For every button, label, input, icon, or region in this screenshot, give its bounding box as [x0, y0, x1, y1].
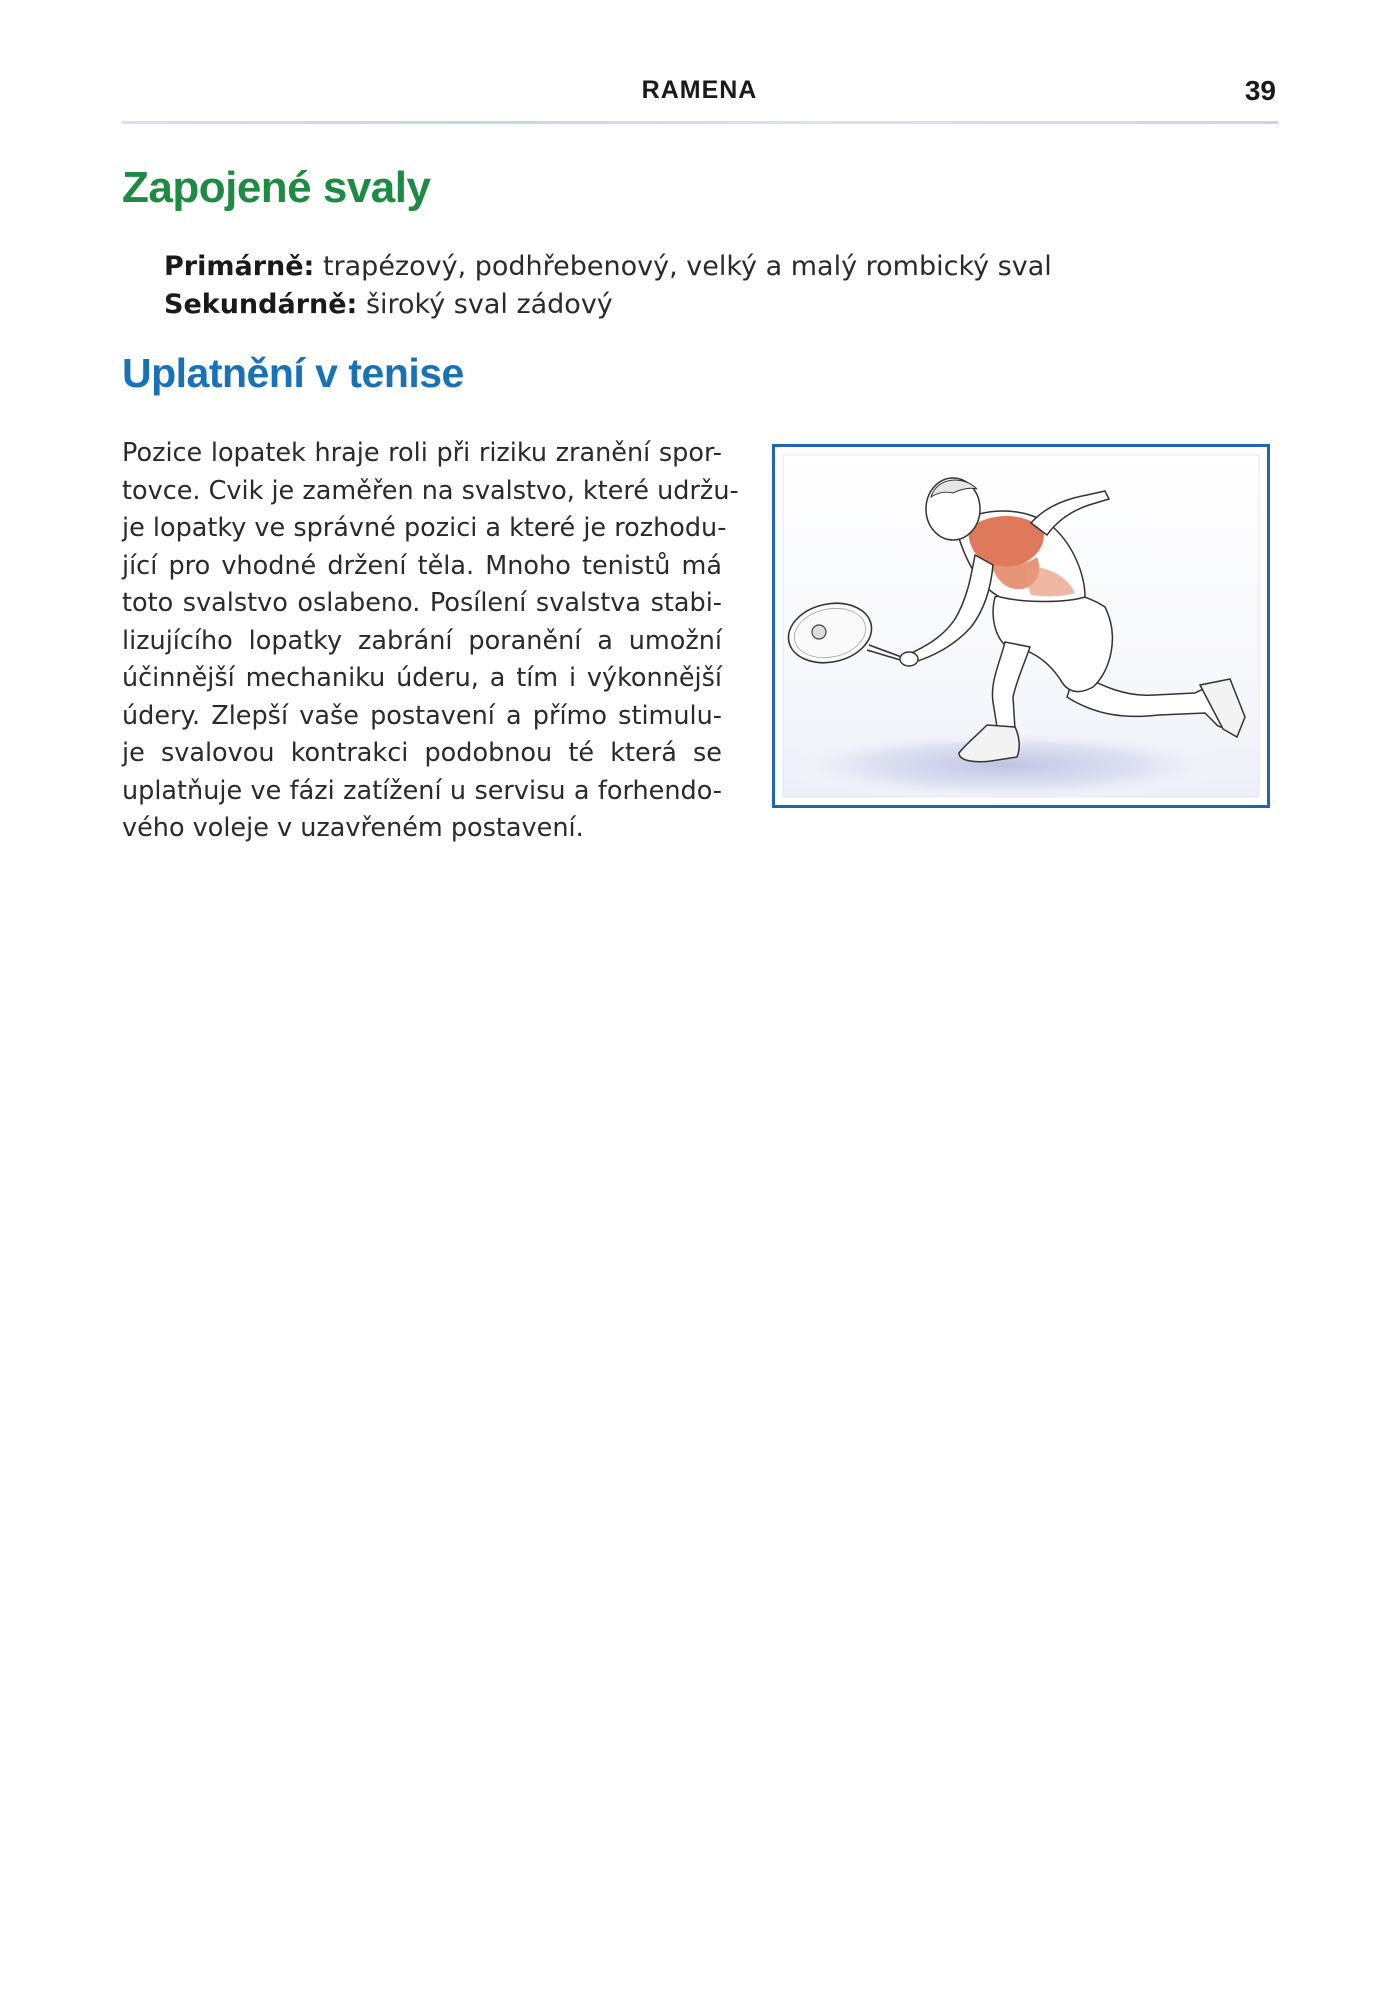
- paragraph-line: Pozice lopatek hraje roli při riziku zranění spor-: [122, 438, 722, 468]
- paragraph-line: je svalovou kontrakci podobnou té která se: [122, 738, 722, 768]
- header-divider: [122, 121, 1278, 124]
- primary-label: Primárně:: [164, 251, 315, 282]
- paragraph-line: tovce. Cvik je zaměřen na svalstvo, které udržu-: [122, 475, 739, 506]
- paragraph-line: údery. Zlepší vaše postavení a přímo stimulu-: [122, 700, 722, 731]
- secondary-value: široký sval zádový: [357, 289, 613, 320]
- muscles-heading: Zapojené svaly: [122, 163, 431, 212]
- paragraph-line: toto svalstvo oslabeno. Posílení svalstva stabi-: [122, 588, 722, 618]
- paragraph-line: vého voleje v uzavřeném postavení.: [122, 813, 584, 843]
- paragraph-line: lizujícího lopatky zabrání poranění a umožní: [122, 625, 722, 656]
- running-head: [0, 76, 1399, 116]
- muscle-list: [164, 248, 1052, 324]
- paragraph-line: jící pro vhodné držení těla. Mnoho tenistů má: [122, 550, 722, 581]
- primary-muscles: [164, 248, 1052, 286]
- paragraph-line: je lopatky ve správné pozici a které je rozhodu-: [122, 513, 727, 543]
- exercise-figure: [772, 444, 1270, 808]
- secondary-muscles: [164, 286, 1052, 324]
- paragraph-line: uplatňuje ve fázi zatížení u servisu a forhendo-: [122, 775, 722, 806]
- tennis-paragraph: [122, 435, 739, 848]
- secondary-label: Sekundárně:: [164, 289, 358, 320]
- section-title: RAMENA: [641, 76, 758, 104]
- tennis-heading: Uplatnění v tenise: [122, 350, 464, 396]
- paragraph-line: účinnější mechaniku úderu, a tím i výkonnější: [122, 663, 722, 693]
- page-number: 39: [1244, 75, 1276, 106]
- tennis-player-illustration-icon: [775, 447, 1267, 805]
- primary-value: trapézový, podhřebenový, velký a malý rombický sval: [314, 251, 1052, 282]
